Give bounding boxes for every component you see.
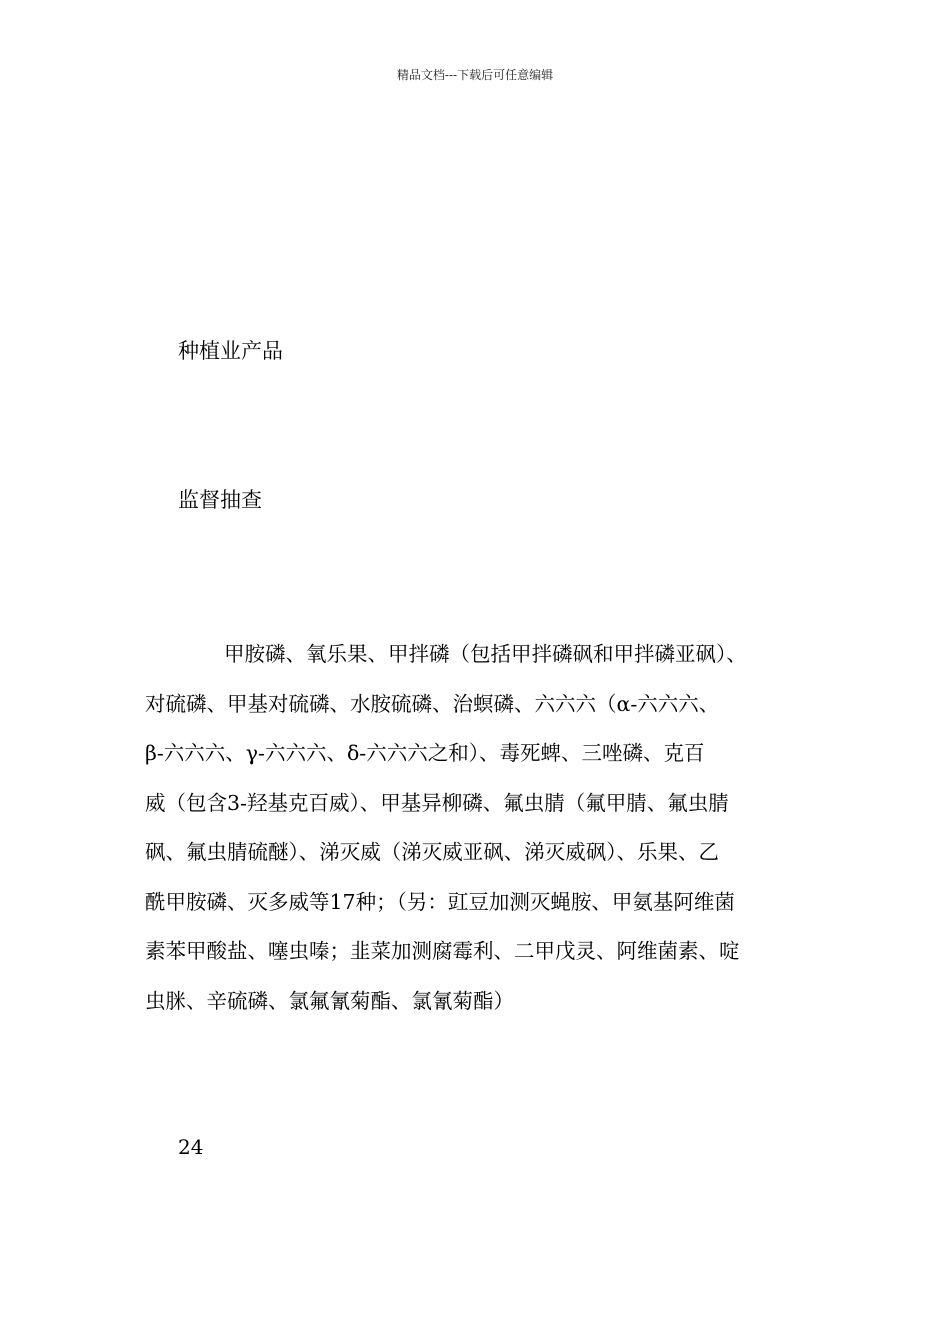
paragraph-line: 酰甲胺磷、灭多威等17种；（另：豇豆加测灭蝇胺、甲氨基阿维菌 (145, 889, 735, 914)
item-count: 24 (178, 1135, 204, 1159)
paragraph-line: 甲胺磷、氧乐果、甲拌磷（包括甲拌磷砜和甲拌磷亚砜）、 (224, 642, 747, 666)
paragraph-line: 威（包含3-羟基克百威）、甲基异柳磷、氟虫腈（氟甲腈、氟虫腈 (145, 790, 729, 815)
paragraph-line: 素苯甲酸盐、噻虫嗪；韭菜加测腐霉利、二甲戊灵、阿维菌素、啶 (145, 939, 740, 963)
page-header: 精品文档---下载后可任意编辑 (396, 68, 554, 82)
inspection-type-heading: 监督抽查 (178, 488, 262, 512)
category-heading: 种植业产品 (178, 339, 283, 363)
pesticide-list-paragraph (145, 630, 813, 1026)
paragraph-line: 虫脒、辛硫磷、氯氟氰菊酯、氯氰菊酯） (145, 988, 514, 1013)
paragraph-line: β-六六六、γ-六六六、δ-六六六之和）、毒死蜱、三唑磷、克百 (145, 741, 705, 765)
paragraph-line: 对硫磷、甲基对硫磷、水胺硫磷、治螟磷、六六六（α-六六六、 (145, 691, 720, 716)
paragraph-line: 砜、氟虫腈硫醚）、涕灭威（涕灭威亚砜、涕灭威砜）、乐果、乙 (145, 840, 719, 864)
